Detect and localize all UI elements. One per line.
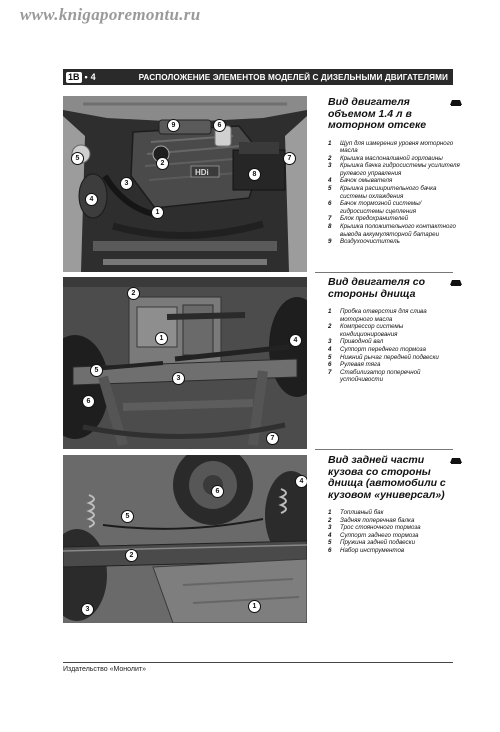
legend-item: 8 Крышка положительного контактного вывода аккумуляторной батареи bbox=[328, 223, 456, 238]
header-title: РАСПОЛОЖЕНИЕ ЭЛЕМЕНТОВ МОДЕЛЕЙ С ДИЗЕЛЬНЫМИ ДВИГАТЕЛЯМИ bbox=[138, 72, 448, 82]
legend-engine-bay bbox=[328, 140, 460, 246]
callout-marker-6: 6 bbox=[211, 485, 224, 498]
legend-item: 5 Крышка расширительного бачка системы охлаждения bbox=[328, 185, 437, 200]
callout-marker-4: 4 bbox=[295, 475, 307, 488]
car-front-icon bbox=[449, 95, 463, 107]
section-rear-underbody bbox=[328, 455, 460, 555]
legend-item: 5 Нижний рычаг передней подвески bbox=[328, 353, 439, 361]
callout-marker-4: 4 bbox=[85, 193, 98, 206]
legend-item: 6 Набор инструментов bbox=[328, 546, 405, 554]
callout-marker-8: 8 bbox=[248, 168, 261, 181]
callout-marker-1: 1 bbox=[151, 206, 164, 219]
legend-item: 1 Щуп для измерения уровня моторного масла bbox=[328, 139, 454, 155]
hdi-logo-text: HDi bbox=[195, 168, 209, 177]
engine-bay-illustration bbox=[63, 96, 307, 272]
rear-underbody-photo bbox=[63, 455, 307, 623]
footer-divider bbox=[63, 662, 453, 663]
car-front-icon bbox=[449, 275, 463, 287]
callout-marker-3: 3 bbox=[172, 372, 185, 385]
legend-rear-underbody bbox=[328, 509, 460, 555]
callout-marker-2: 2 bbox=[125, 549, 138, 562]
legend-item: 3 Трос стояночного тормоза bbox=[328, 524, 421, 532]
section-divider bbox=[315, 272, 453, 273]
callout-marker-7: 7 bbox=[283, 152, 296, 165]
legend-item: 3 Крышка бачка гидросистемы усилителя рулевого управления bbox=[328, 162, 460, 177]
section-divider bbox=[315, 449, 453, 450]
car-rear-icon bbox=[449, 453, 463, 465]
callout-marker-5: 5 bbox=[90, 364, 103, 377]
engine-underside-illustration bbox=[63, 277, 307, 449]
header-separator: • bbox=[84, 72, 88, 82]
site-watermark: www.knigaporemontu.ru bbox=[20, 5, 201, 24]
callout-marker-7: 7 bbox=[266, 432, 279, 445]
section-title-rear-underbody: Вид задней части кузова со стороны днища (автомобили с кузовом «универсал») bbox=[328, 454, 446, 501]
legend-item: 7 Блок предохранителей bbox=[328, 215, 409, 223]
section-title-engine-bay: Вид двигателя объемом 1.4 л в моторном отсеке bbox=[328, 96, 427, 131]
legend-item: 1 Пробка отверстия для слива моторного масла bbox=[328, 308, 427, 323]
callout-marker-5: 5 bbox=[71, 152, 84, 165]
page-header bbox=[63, 69, 453, 85]
callout-marker-5: 5 bbox=[121, 510, 134, 523]
section-engine-bay bbox=[328, 97, 460, 246]
legend-item: 2 Задняя поперечная балка bbox=[328, 516, 415, 524]
legend-item: 4 Суппорт заднего тормоза bbox=[328, 531, 419, 539]
page-number: 4 bbox=[90, 72, 96, 82]
legend-item: 4 Суппорт переднего тормоза bbox=[328, 345, 426, 353]
legend-item: 5 Пружина задней подвески bbox=[328, 539, 416, 547]
section-title-engine-underside: Вид двигателя со стороны днища bbox=[328, 276, 426, 300]
rear-underbody-illustration bbox=[63, 455, 307, 623]
callout-marker-3: 3 bbox=[120, 177, 133, 190]
section-badge: 1B bbox=[68, 71, 80, 82]
callout-marker-6: 6 bbox=[82, 395, 95, 408]
publisher-name: Издательство «Монолит» bbox=[63, 666, 147, 673]
legend-item: 2 Компрессор системы кондиционирования bbox=[328, 323, 404, 338]
engine-underside-photo bbox=[63, 277, 307, 449]
legend-engine-underside bbox=[328, 308, 460, 384]
legend-item: 1 Топливный бак bbox=[328, 509, 384, 516]
callout-marker-1: 1 bbox=[248, 600, 261, 613]
callout-marker-6: 6 bbox=[213, 119, 226, 132]
legend-item: 2 Крышка маслоналивной горловины bbox=[328, 154, 443, 162]
callout-marker-2: 2 bbox=[127, 287, 140, 300]
legend-item: 4 Бачок омывателя bbox=[328, 177, 393, 185]
section-engine-underside bbox=[328, 277, 460, 384]
callout-marker-1: 1 bbox=[155, 332, 168, 345]
callout-marker-4: 4 bbox=[289, 334, 302, 347]
callout-marker-9: 9 bbox=[167, 119, 180, 132]
legend-item: 7 Стабилизатор поперечной устойчивости bbox=[328, 368, 421, 384]
legend-item: 3 Приводной вал bbox=[328, 338, 384, 346]
legend-item: 6 Рулевая тяга bbox=[328, 361, 381, 369]
engine-bay-photo bbox=[63, 96, 307, 272]
legend-item: 6 Бачок тормозной системы/ гидросистемы сцепления bbox=[328, 200, 422, 215]
callout-marker-3: 3 bbox=[81, 603, 94, 616]
legend-item: 9 Воздухоочиститель bbox=[328, 238, 400, 246]
callout-marker-2: 2 bbox=[156, 157, 169, 170]
